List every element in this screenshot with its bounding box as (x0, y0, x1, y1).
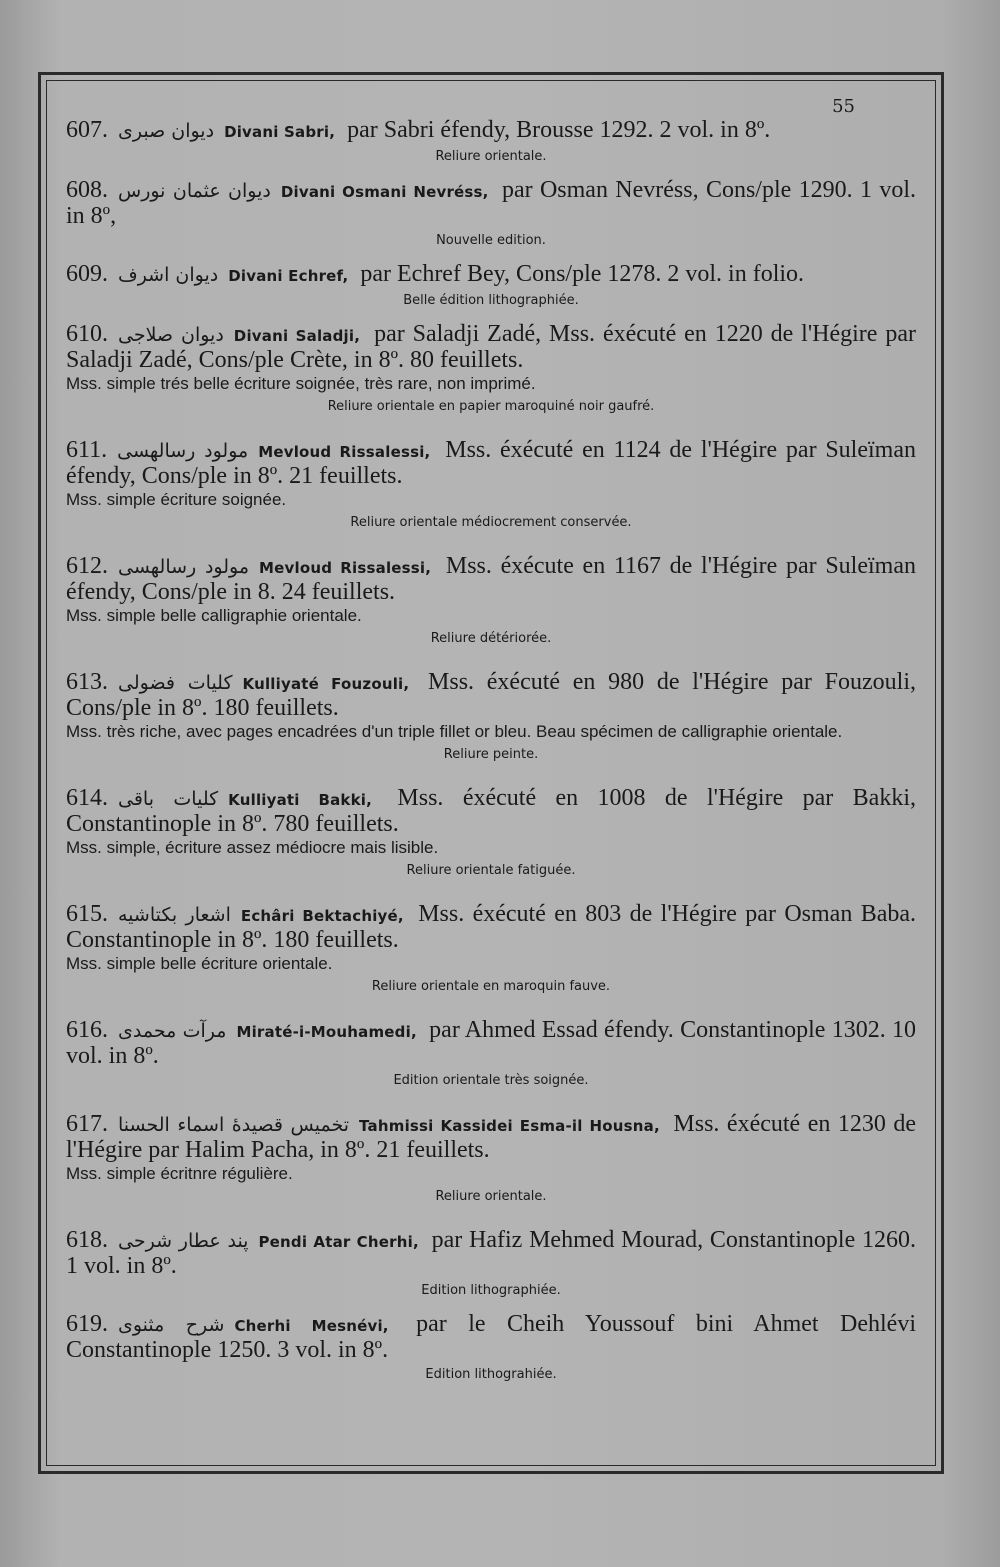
entry-description: Mss. éxécuté en 1124 de l'Hégire par Suleïman éfendy, Cons/ple in 8º. 21 feuillets. (66, 437, 916, 489)
entry-description: Mss. éxécuté en 1230 de l'Hégire par Halim Pacha, in 8º. 21 feuillets. (66, 1111, 916, 1163)
entry-number: 609. (66, 261, 108, 287)
entry-description: par Ahmed Essad éfendy. Constantinople 1302. 10 vol. in 8º. (66, 1017, 917, 1069)
arabic-title: مرآت محمدى (118, 1020, 227, 1042)
entry-description: par Saladji Zadé, Mss. éxécuté en 1220 de l'Hégire par Saladji Zadé, Cons/ple Crète, in 8º. 80 feuillets. (66, 321, 916, 373)
entry-title: Miraté-i-Mouhamedi, (236, 1023, 417, 1041)
arabic-title: اشعار بكتاشيه (118, 904, 231, 926)
entry-description: par Echref Bey, Cons/ple 1278. 2 vol. in folio. (360, 261, 805, 287)
entry-binding: Nouvelle edition. (436, 233, 546, 248)
entry-binding: Reliure orientale en papier maroquiné noir gaufré. (327, 399, 655, 414)
arabic-title: كليات فضولى (118, 672, 233, 694)
entry-title: Pendi Atar Cherhi, (258, 1233, 419, 1251)
entry-number: 616. (66, 1017, 108, 1043)
entry-description: Mss. éxécuté en 980 de l'Hégire par Fouzouli, Cons/ple in 8º. 180 feuillets. (66, 669, 916, 721)
entry-number: 617. (66, 1111, 108, 1137)
catalogue-entry (66, 178, 916, 250)
entry-binding: Reliure détériorée. (430, 631, 552, 646)
catalogue-entry (66, 1228, 916, 1300)
entry-description: par le Cheih Youssouf bini Ahmet Dehlévi Constantinople 1250. 3 vol. in 8º. (66, 1311, 917, 1363)
entry-number: 618. (66, 1227, 108, 1253)
entry-number: 613. (66, 669, 108, 695)
arabic-title: مولود رسالهسى (118, 556, 250, 578)
arabic-title: شرح مثنوى (118, 1314, 225, 1336)
entry-number: 607. (66, 117, 108, 143)
entry-number: 611. (66, 437, 108, 463)
entry-note: Mss. simple belle écriture orientale. (66, 954, 333, 973)
catalogue-entry (66, 1312, 916, 1384)
catalogue-entry (66, 438, 916, 532)
entry-binding: Reliure orientale en maroquin fauve. (371, 979, 611, 994)
entry-title: Mevloud Rissalessi, (259, 559, 432, 577)
arabic-title: تخميس قصيدهٔ اسماء الحسنا (118, 1114, 350, 1136)
arabic-title: ديوان صبرى (118, 120, 215, 142)
entry-title: Divani Osmani Nevréss, (280, 183, 489, 201)
entry-note: Mss. simple écriture soignée. (66, 490, 287, 509)
catalogue-entry (66, 1112, 916, 1206)
entry-title: Echâri Bektachiyé, (240, 907, 404, 925)
entry-number: 610. (66, 321, 108, 347)
entry-number: 612. (66, 553, 108, 579)
catalogue-entry (66, 118, 916, 166)
catalogue-entries (66, 118, 916, 1384)
entry-number: 619. (66, 1311, 108, 1337)
entry-number: 614. (66, 785, 108, 811)
entry-binding: Reliure orientale. (435, 1189, 547, 1204)
entry-note: Mss. simple écritnre régulière. (66, 1164, 293, 1183)
catalogue-entry (66, 1018, 916, 1090)
entry-description: Mss. éxécuté en 803 de l'Hégire par Osman Baba. Constantinople in 8º. 180 feuillets. (66, 901, 917, 953)
entry-binding: Reliure orientale fatiguée. (406, 863, 576, 878)
entry-title: Kulliyati Bakki, (228, 791, 373, 809)
entry-binding: Edition lithographiée. (421, 1283, 561, 1298)
catalogue-entry (66, 554, 916, 648)
entry-title: Kulliyaté Fouzouli, (242, 675, 410, 693)
page-number: 55 (832, 96, 855, 117)
entry-description: par Hafiz Mehmed Mourad, Constantinople 1260. 1 vol. in 8º. (66, 1227, 916, 1279)
entry-description: Mss. éxécuté en 1008 de l'Hégire par Bakki, Constantinople in 8º. 780 feuillets. (66, 785, 916, 837)
arabic-title: مولود رسالهسى (117, 440, 249, 462)
entry-title: Divani Echref, (228, 267, 349, 285)
catalogue-entry (66, 670, 916, 764)
entry-binding: Edition lithograhiée. (425, 1367, 557, 1382)
entry-title: Mevloud Rissalessi, (258, 443, 431, 461)
entry-binding: Reliure orientale médiocrement conservée. (350, 515, 632, 530)
entry-title: Divani Sabri, (224, 123, 336, 141)
arabic-title: ديوان عثمان نورس (118, 180, 271, 202)
arabic-title: پند عطار شرحى (118, 1230, 249, 1252)
entry-binding: Edition orientale très soignée. (393, 1073, 589, 1088)
entry-binding: Reliure peinte. (443, 747, 539, 762)
catalogue-entry (66, 902, 916, 996)
arabic-title: ديوان اشرف (118, 264, 219, 286)
catalogue-entry (66, 262, 916, 310)
entry-title: Divani Saladji, (233, 327, 361, 345)
entry-note: Mss. simple, écriture assez médiocre mais lisible. (66, 838, 439, 857)
entry-note: Mss. très riche, avec pages encadrées d'un triple fillet or bleu. Beau spécimen de calligraphie orientale. (66, 722, 843, 741)
catalogue-entry (66, 786, 916, 880)
entry-title: Tahmissi Kassidei Esma-il Housna, (359, 1117, 660, 1135)
entry-binding: Belle édition lithographiée. (403, 293, 579, 308)
entry-number: 608. (66, 177, 108, 203)
arabic-title: كليات باقى (118, 788, 219, 810)
arabic-title: ديوان صلاجى (118, 324, 224, 346)
entry-note: Mss. simple trés belle écriture soignée, très rare, non imprimé. (66, 374, 536, 393)
entry-number: 615. (66, 901, 108, 927)
entry-note: Mss. simple belle calligraphie orientale. (66, 606, 362, 625)
entry-title: Cherhi Mesnévi, (234, 1317, 389, 1335)
entry-description: par Sabri éfendy, Brousse 1292. 2 vol. in 8º. (347, 117, 771, 143)
entry-binding: Reliure orientale. (435, 149, 547, 164)
entry-description: par Osman Nevréss, Cons/ple 1290. 1 vol. in 8º, (66, 177, 916, 229)
catalogue-entry (66, 322, 916, 416)
entry-description: Mss. éxécute en 1167 de l'Hégire par Suleïman éfendy, Cons/ple in 8. 24 feuillets. (66, 553, 916, 605)
